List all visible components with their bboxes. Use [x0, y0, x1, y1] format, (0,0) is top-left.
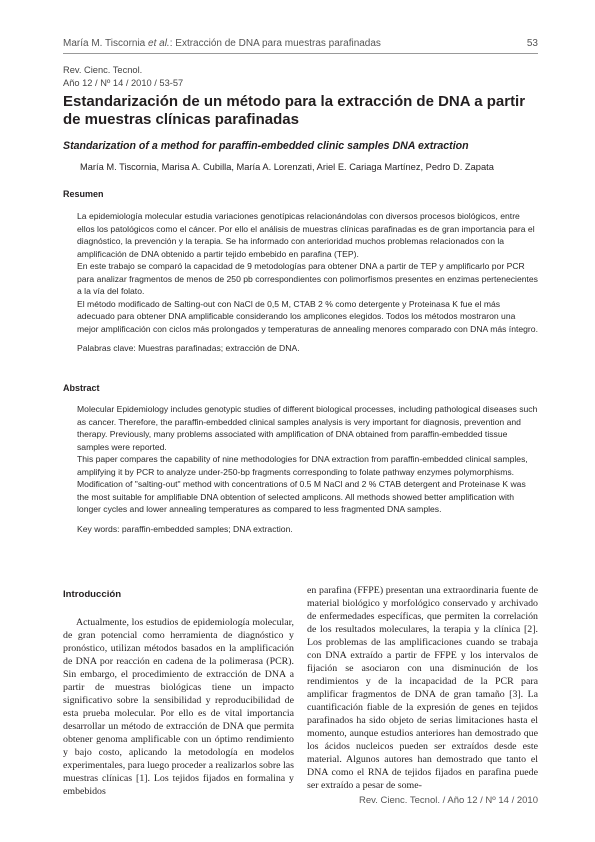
resumen-heading: Resumen: [63, 189, 104, 199]
body-column-right: [307, 584, 538, 792]
running-header: [63, 38, 538, 54]
journal-issue: Año 12 / Nº 14 / 2010 / 53-57: [63, 77, 184, 88]
abstract-paragraph: This paper compares the capability of nine methodologies for DNA extraction from paraffin-embedded clinical samples, amplifying it by PCR to analyze under-250-bp fragments corresponding to folate pathway enzymes polymorphisms. Modification of "salting-out" method with concentrations of 0.5 M NaCl and 2 % CTAB detergent and Proteinase K was the most suitable for amplifiable DNA obtention of selected amplicons. All methods showed better amplification with longer cycles and lower annealing temperatures as compared to less fragmented DNA samples.: [77, 454, 528, 514]
resumen-body: [77, 210, 538, 355]
resumen-paragraph: La epidemiología molecular estudia variaciones genotípicas relacionándolas con diversos procesos biológicos, entre ellos los patológicos como el cáncer. Por ello el análisis de muestras clínicas parafinadas es de gran importancia para el diagnóstico, la prevención y la terapia. Se ha informado con anterioridad muchos problemas relacionados con la amplificación de DNA obtenido a partir tejido embebido en parafina (TEP).: [77, 211, 535, 259]
abstract-heading: Abstract: [63, 383, 100, 393]
running-footer: Rev. Cienc. Tecnol. / Año 12 / Nº 14 / 2010: [359, 795, 538, 806]
introduccion-paragraph: Actualmente, los estudios de epidemiología molecular, de gran potencial como herramienta de diagnóstico y pronóstico, utilizan métodos basados en la amplificación de DNA por reacción en cadena de la polimerasa (PCR). Sin embargo, el procedimiento de extracción de DNA a partir de muestras biológicas tiene un impacto significativo sobre la sensibilidad y reproducibilidad de esta prueba molecular. Por ello es de vital importancia desarrollar un método de extracción de DNA que permita obtener genoma amplificable con un óptimo rendimiento y bajo costo, aplicando la metodología en modelos experimentales, para luego proceder a realizarlos sobre las muestras clínicas [1]. Los tejidos fijados en formalina y embebidos: [63, 617, 294, 797]
article-subtitle: Standarization of a method for paraffin-embedded clinic samples DNA extraction: [63, 140, 469, 152]
resumen-paragraph: El método modificado de Salting-out con NaCl de 0,5 M, CTAB 2 % como detergente y Proteinasa K fue el más adecuado para obtener DNA amplificable considerando los amplicones elegidos. Todos los métodos mostraron una mejor amplificación con ciclos más prolongados y temperaturas de annealing menores comparado con DNA más íntegro.: [77, 298, 538, 334]
page-number: 53: [526, 38, 538, 49]
abstract-paragraph: Molecular Epidemiology includes genotypic studies of different biological processes, including pathological diseases such as cancer. Therefore, the paraffin-embedded clinical samples analysis is very important for diagnosis, prevention and therapy. Previously, many problems associated with amplification of DNA obtained from paraffin-embedded tissue samples were reported.: [77, 404, 538, 452]
resumen-keywords: Palabras clave: Muestras parafinadas; extracción de DNA.: [77, 343, 300, 353]
body-column-left: [63, 588, 294, 798]
running-title-authors: María M. Tiscornia: [63, 38, 149, 49]
abstract-body: [77, 403, 538, 535]
introduccion-paragraph-continued: en parafina (FFPE) presentan una extraordinaria fuente de material biológico y morfológico conservado y archivado de enfermedades específicas, que permiten la correlación de los resultados moleculares, la terapia y la clínica [2]. Los problemas de las amplificaciones cuando se trabaja con DNA extraído a partir de FFPE y los intervalos de fijación se asociaron con una disminución de los rendimientos y de la incapacidad de la PCR para amplificar fragmentos de DNA de gran tamaño [3]. La cuantificación fiable de la expresión de genes en tejidos parafinados ha sido objeto de serias limitaciones hasta el momento, aunque estudios anteriores han demostrado que los ácidos nucleicos pueden ser extraídos desde este material. Algunos autores han demostrado que tanto el DNA como el RNA de tejidos fijados en parafina puede ser extraído a pesar de some-: [307, 585, 538, 791]
abstract-keywords: Key words: paraffin-embedded samples; DNA extraction.: [77, 523, 293, 534]
journal-name: Rev. Cienc. Tecnol.: [63, 65, 143, 75]
running-title: [63, 38, 381, 54]
introduccion-heading: Introducción: [63, 589, 122, 600]
resumen-paragraph: En este trabajo se comparó la capacidad de 9 metodologías para obtener DNA a partir de TEP y amplificarlo por PCR para analizar fragmentos de menos de 250 pb correspondientes con polimorfismos presentes en enzimas pertenecientes a la vía del folato.: [77, 261, 538, 296]
running-title-etal: et al.: [148, 38, 170, 49]
article-authors: María M. Tiscornia, Marisa A. Cubilla, María A. Lorenzati, Ariel E. Cariaga Martínez, Pedro D. Zapata: [80, 162, 494, 172]
running-title-rest: : Extracción de DNA para muestras parafinadas: [169, 38, 381, 49]
journal-info: [63, 64, 183, 89]
header-rule: [63, 53, 538, 54]
article-title: Estandarización de un método para la extracción de DNA a partir de muestras clínicas parafinadas: [63, 93, 526, 128]
